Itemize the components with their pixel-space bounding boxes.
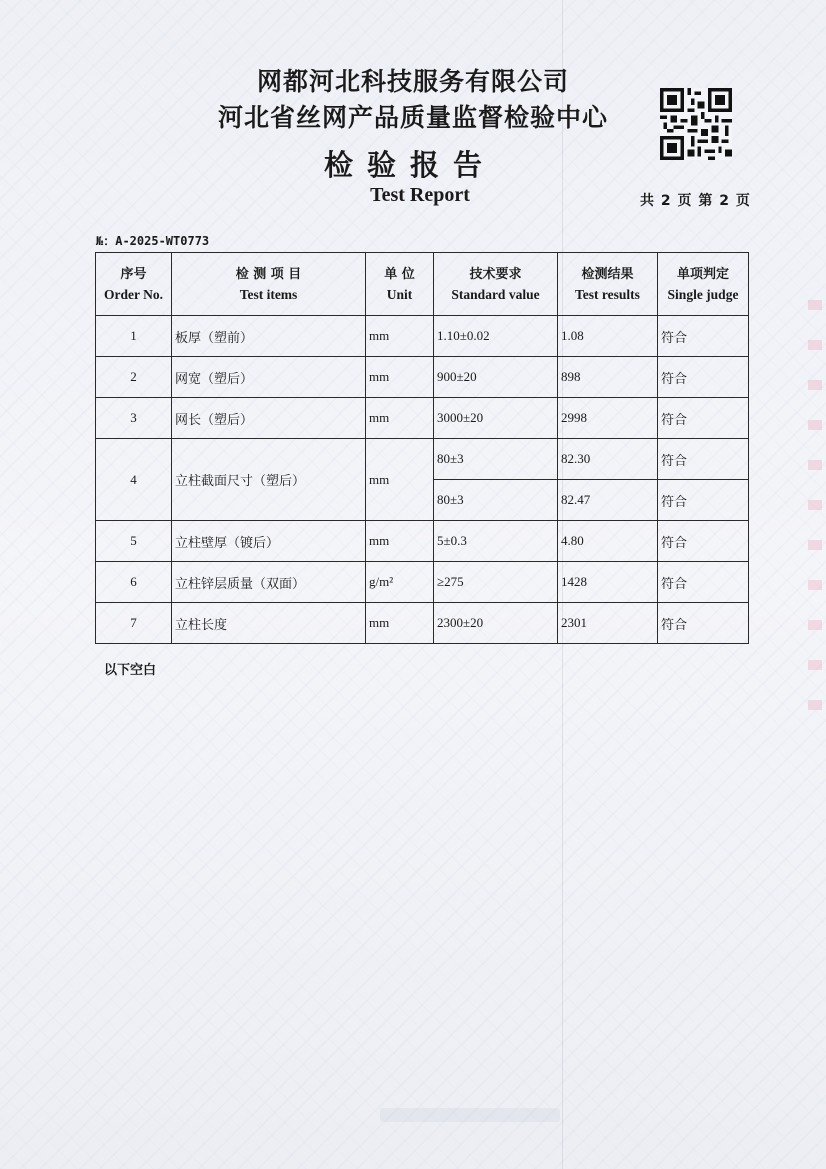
row-result: 82.47 xyxy=(558,480,658,521)
row-judge: 符合 xyxy=(658,357,749,398)
row-order: 4 xyxy=(96,439,172,521)
row-result: 898 xyxy=(558,357,658,398)
row-standard: 1.10±0.02 xyxy=(434,316,558,357)
row-judge: 符合 xyxy=(658,603,749,644)
test-results-table xyxy=(95,252,749,644)
table-row xyxy=(96,603,749,644)
row-order: 5 xyxy=(96,521,172,562)
row-order: 7 xyxy=(96,603,172,644)
row-result: 4.80 xyxy=(558,521,658,562)
row-result: 82.30 xyxy=(558,439,658,480)
organization-name: 网都河北科技服务有限公司 xyxy=(256,67,569,96)
header-test-items: 检 测 项 目 Test items xyxy=(172,253,366,316)
row-standard: 3000±20 xyxy=(434,398,558,439)
report-number: №：A-2025-WT0773 xyxy=(96,234,210,248)
inspection-center-name: 河北省丝网产品质量监督检验中心 xyxy=(217,103,608,132)
header-unit: 单 位 Unit xyxy=(366,253,434,316)
row-item: 立柱长度 xyxy=(172,603,366,644)
row-standard: ≥275 xyxy=(434,562,558,603)
table-row xyxy=(96,316,749,357)
row-result: 1.08 xyxy=(558,316,658,357)
table-row xyxy=(96,439,749,480)
row-order: 3 xyxy=(96,398,172,439)
row-order: 6 xyxy=(96,562,172,603)
row-item: 立柱壁厚（镀后） xyxy=(172,521,366,562)
row-order: 1 xyxy=(96,316,172,357)
row-unit: mm xyxy=(366,316,434,357)
row-unit: mm xyxy=(366,603,434,644)
row-result: 1428 xyxy=(558,562,658,603)
table-row xyxy=(96,521,749,562)
row-judge: 符合 xyxy=(658,316,749,357)
row-unit: g/m² xyxy=(366,562,434,603)
header-test-results: 检测结果 Test results xyxy=(558,253,658,316)
row-unit: mm xyxy=(366,521,434,562)
edge-seal-mark xyxy=(808,300,822,720)
row-standard: 2300±20 xyxy=(434,603,558,644)
row-standard: 80±3 xyxy=(434,480,558,521)
row-unit: mm xyxy=(366,398,434,439)
row-item: 网宽（塑后） xyxy=(172,357,366,398)
row-unit: mm xyxy=(366,439,434,521)
row-item: 网长（塑后） xyxy=(172,398,366,439)
qr-code-icon xyxy=(660,88,732,160)
row-judge: 符合 xyxy=(658,521,749,562)
blank-below-note: 以下空白 xyxy=(104,663,157,678)
paper-smudge xyxy=(380,1108,560,1122)
table-row xyxy=(96,562,749,603)
row-item: 立柱锌层质量（双面） xyxy=(172,562,366,603)
report-title-english: Test Report xyxy=(370,184,470,206)
row-item: 板厚（塑前） xyxy=(172,316,366,357)
page-count: 共 2 页 第 2 页 xyxy=(640,193,751,209)
table-header-row xyxy=(96,253,749,316)
row-judge: 符合 xyxy=(658,439,749,480)
row-standard: 5±0.3 xyxy=(434,521,558,562)
row-judge: 符合 xyxy=(658,398,749,439)
row-standard: 80±3 xyxy=(434,439,558,480)
row-standard: 900±20 xyxy=(434,357,558,398)
row-order: 2 xyxy=(96,357,172,398)
row-result: 2301 xyxy=(558,603,658,644)
header-single-judge: 单项判定 Single judge xyxy=(658,253,749,316)
table-row xyxy=(96,398,749,439)
row-item: 立柱截面尺寸（塑后） xyxy=(172,439,366,521)
table-row xyxy=(96,357,749,398)
row-judge: 符合 xyxy=(658,562,749,603)
report-title-chinese: 检验报告 xyxy=(323,148,496,182)
row-unit: mm xyxy=(366,357,434,398)
row-result: 2998 xyxy=(558,398,658,439)
header-standard-value: 技术要求 Standard value xyxy=(434,253,558,316)
header-order: 序号 Order No. xyxy=(96,253,172,316)
row-judge: 符合 xyxy=(658,480,749,521)
